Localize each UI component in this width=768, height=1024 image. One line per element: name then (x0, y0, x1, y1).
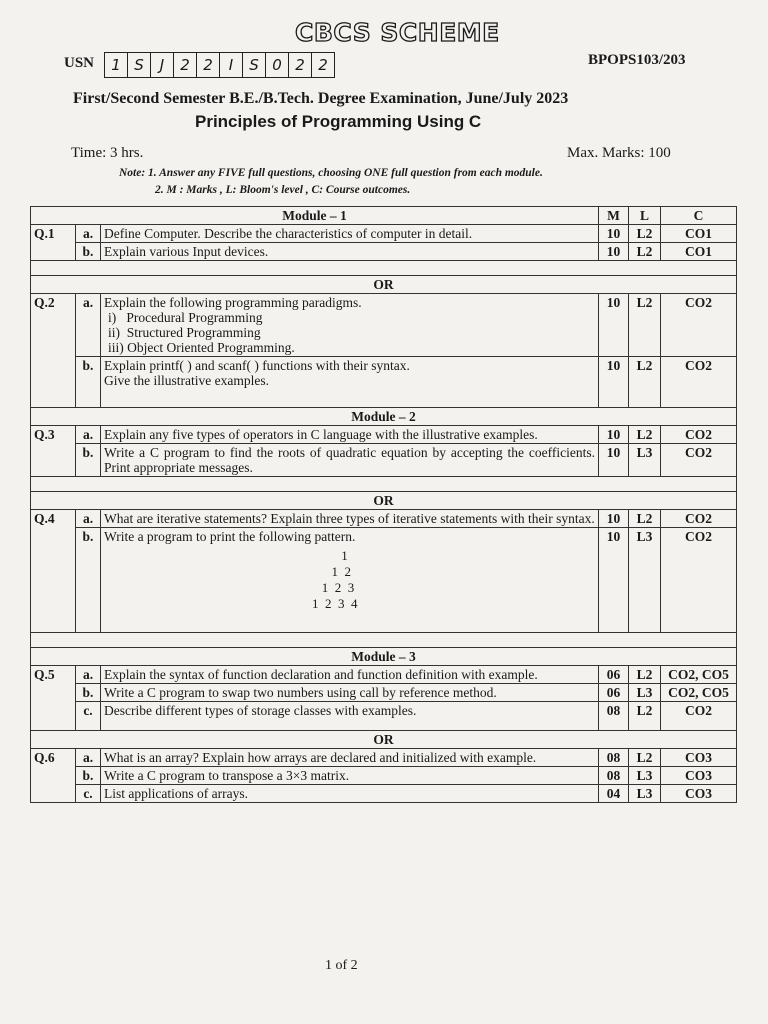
question-text: Write a C program to swap two numbers using call by reference method. (101, 684, 599, 702)
question-row (31, 528, 737, 633)
spacer-row (31, 477, 737, 492)
max-marks: Max. Marks: 100 (567, 145, 671, 161)
co-value: CO3 (661, 749, 737, 767)
marks-value: 10 (599, 357, 629, 408)
module-row (31, 408, 737, 426)
question-row (31, 510, 737, 528)
sub-label: a. (76, 426, 101, 444)
question-row (31, 426, 737, 444)
co-value: CO2, CO5 (661, 684, 737, 702)
question-number: Q.6 (31, 749, 76, 803)
question-text-block (101, 294, 599, 357)
question-text: Explain any five types of operators in C language with the illustrative examples. (101, 426, 599, 444)
or-row (31, 731, 737, 749)
or-label: OR (31, 276, 737, 294)
usn-char: 2 (318, 56, 328, 74)
co-value: CO2 (661, 510, 737, 528)
question-row (31, 357, 737, 408)
level-value: L2 (629, 702, 661, 731)
module-3-title: Module – 3 (31, 648, 737, 666)
question-text: Explain the syntax of function declaration and function definition with example. (101, 666, 599, 684)
marks-value: 10 (599, 243, 629, 261)
scheme-title: CBCS SCHEME (295, 18, 500, 47)
usn-char: I (220, 53, 243, 77)
question-row (31, 749, 737, 767)
usn-boxes (104, 52, 335, 78)
level-value: L2 (629, 749, 661, 767)
co-value: CO2 (661, 444, 737, 477)
question-text: Explain the following programming paradigms. (104, 295, 362, 310)
marks-value: 06 (599, 684, 629, 702)
co-value: CO2 (661, 426, 737, 444)
sub-label: b. (76, 444, 101, 477)
module-2-title: Module – 2 (31, 408, 737, 426)
marks-value: 10 (599, 225, 629, 243)
question-row (31, 767, 737, 785)
level-value: L3 (629, 785, 661, 803)
usn-char: S (243, 53, 266, 77)
questions-table (30, 206, 737, 803)
or-row (31, 492, 737, 510)
question-number: Q.1 (31, 225, 76, 261)
question-row (31, 666, 737, 684)
module-row (31, 648, 737, 666)
sub-label: a. (76, 294, 101, 357)
question-text-block (101, 357, 599, 408)
sub-label: b. (76, 357, 101, 408)
or-row (31, 276, 737, 294)
marks-value: 10 (599, 426, 629, 444)
sub-label: c. (76, 702, 101, 731)
usn-char: 2 (174, 53, 197, 77)
page-number: 1 of 2 (325, 958, 358, 973)
question-text: Write a C program to transpose a 3×3 matrix. (101, 767, 599, 785)
question-text: Write a program to print the following pattern. (104, 529, 356, 544)
module-1-title: Module – 1 (31, 207, 599, 225)
col-co-header: C (661, 207, 737, 225)
usn-char: J (151, 53, 174, 77)
marks-value: 08 (599, 767, 629, 785)
sub-label: a. (76, 666, 101, 684)
marks-value: 08 (599, 749, 629, 767)
level-value: L3 (629, 684, 661, 702)
sub-item: iii) Object Oriented Programming. (108, 340, 295, 355)
pattern-line: 1 2 3 4 (312, 596, 358, 611)
sub-label: a. (76, 749, 101, 767)
question-number: Q.3 (31, 426, 76, 477)
level-value: L2 (629, 357, 661, 408)
pattern-line: 1 (312, 548, 348, 563)
sub-label: b. (76, 243, 101, 261)
level-value: L3 (629, 444, 661, 477)
sub-label: b. (76, 767, 101, 785)
co-value: CO2, CO5 (661, 666, 737, 684)
usn-char: 0 (266, 53, 289, 77)
usn-char: 1 (105, 53, 128, 77)
col-level-header: L (629, 207, 661, 225)
spacer-row (31, 261, 737, 276)
spacer-row (31, 633, 737, 648)
usn-char: 2 (197, 53, 220, 77)
number-pattern (312, 548, 595, 612)
level-value: L2 (629, 426, 661, 444)
sub-label: b. (76, 684, 101, 702)
co-value: CO3 (661, 785, 737, 803)
sub-label: b. (76, 528, 101, 633)
question-row (31, 225, 737, 243)
question-text: Write a C program to find the roots of quadratic equation by accepting the coefficients. Print appropriate messages. (101, 444, 599, 477)
level-value: L3 (629, 528, 661, 633)
level-value: L2 (629, 294, 661, 357)
question-row (31, 785, 737, 803)
level-value: L2 (629, 225, 661, 243)
question-number: Q.4 (31, 510, 76, 633)
question-number: Q.5 (31, 666, 76, 731)
sub-item: ii) Structured Programming (108, 325, 261, 340)
sub-item: i) Procedural Programming (108, 310, 263, 325)
question-text: Explain printf( ) and scanf( ) functions with their syntax. (104, 358, 410, 373)
marks-value: 06 (599, 666, 629, 684)
note-line-2: 2. M : Marks , L: Bloom's level , C: Course outcomes. (155, 184, 411, 196)
co-value: CO2 (661, 357, 737, 408)
subject-title: Principles of Programming Using C (195, 112, 482, 131)
marks-value: 10 (599, 444, 629, 477)
co-value: CO2 (661, 294, 737, 357)
question-row (31, 702, 737, 731)
question-text: Define Computer. Describe the characteristics of computer in detail. (101, 225, 599, 243)
level-value: L2 (629, 666, 661, 684)
marks-value: 04 (599, 785, 629, 803)
marks-value: 10 (599, 528, 629, 633)
question-row (31, 294, 737, 357)
question-text: What are iterative statements? Explain three types of iterative statements with their syntax. (101, 510, 599, 528)
question-text: Describe different types of storage classes with examples. (101, 702, 599, 731)
usn-label: USN (64, 55, 95, 71)
question-text-continued: Give the illustrative examples. (104, 373, 269, 388)
sub-label: a. (76, 225, 101, 243)
usn-char: 2 (289, 53, 312, 77)
module-header-row (31, 207, 737, 225)
marks-value: 10 (599, 294, 629, 357)
course-code: BPOPS103/203 (588, 52, 686, 68)
level-value: L2 (629, 243, 661, 261)
exam-title: First/Second Semester B.E./B.Tech. Degree Examination, June/July 2023 (73, 90, 569, 107)
co-value: CO2 (661, 702, 737, 731)
pattern-line: 1 2 (312, 564, 351, 579)
question-number: Q.2 (31, 294, 76, 408)
note-line-1: Note: 1. Answer any FIVE full questions, choosing ONE full question from each module. (119, 167, 543, 179)
co-value: CO1 (661, 225, 737, 243)
question-text: What is an array? Explain how arrays are declared and initialized with example. (101, 749, 599, 767)
sub-label: c. (76, 785, 101, 803)
question-text: Explain various Input devices. (101, 243, 599, 261)
usn-char: S (128, 53, 151, 77)
marks-value: 08 (599, 702, 629, 731)
co-value: CO3 (661, 767, 737, 785)
co-value: CO1 (661, 243, 737, 261)
or-label: OR (31, 492, 737, 510)
co-value: CO2 (661, 528, 737, 633)
question-row (31, 684, 737, 702)
time-allowed: Time: 3 hrs. (71, 145, 144, 161)
level-value: L2 (629, 510, 661, 528)
level-value: L3 (629, 767, 661, 785)
question-row (31, 444, 737, 477)
or-label: OR (31, 731, 737, 749)
question-text: List applications of arrays. (101, 785, 599, 803)
pattern-line: 1 2 3 (312, 580, 355, 595)
col-marks-header: M (599, 207, 629, 225)
sub-label: a. (76, 510, 101, 528)
question-row (31, 243, 737, 261)
marks-value: 10 (599, 510, 629, 528)
question-text-block (101, 528, 599, 633)
